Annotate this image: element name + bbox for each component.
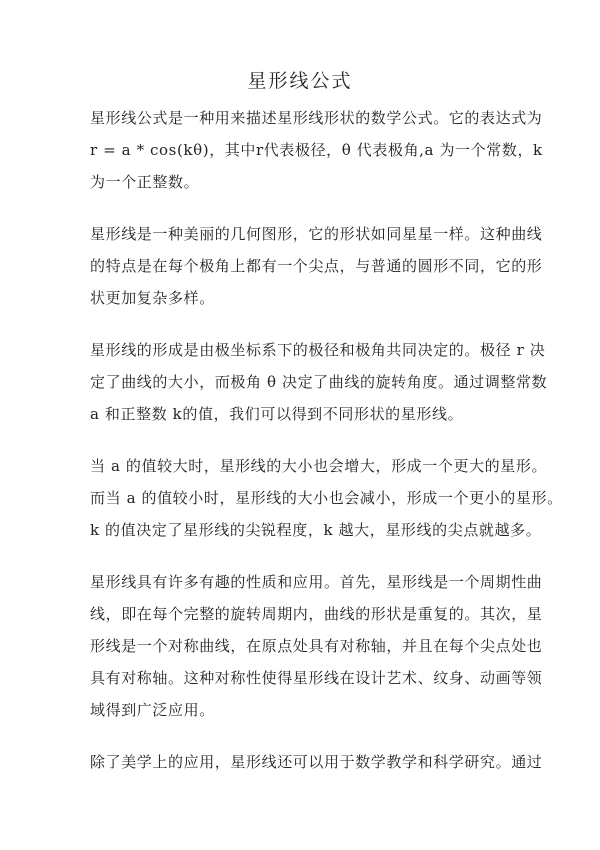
paragraph [90, 218, 543, 314]
paragraph-line: 星形线是一种美丽的几何图形，它的形状如同星星一样。这种曲线 [90, 225, 543, 243]
paragraph-line: 线，即在每个完整的旋转周期内，曲线的形状是重复的。其次，星 [90, 605, 543, 623]
paragraph-line: k 的值决定了星形线的尖锐程度，k 越大，星形线的尖点就越多。 [90, 521, 542, 539]
paragraph-line: r = a * cos(kθ)，其中r代表极径，θ 代表极角,a 为一个常数，k [90, 141, 543, 159]
document-title: 星形线公式 [247, 70, 353, 92]
paragraph-line: 定了曲线的大小，而极角 θ 决定了曲线的旋转角度。通过调整常数 [90, 373, 548, 391]
paragraph [90, 746, 543, 778]
paragraph-line: 域得到广泛应用。 [90, 701, 215, 719]
paragraph-line: 具有对称轴。这种对称性使得星形线在设计艺术、纹身、动画等领 [90, 669, 543, 687]
paragraph-line: a 和正整数 k的值，我们可以得到不同形状的星形线。 [90, 405, 464, 423]
paragraph-line: 星形线公式是一种用来描述星形线形状的数学公式。它的表达式为 [90, 109, 543, 127]
paragraph-line: 的特点是在每个极角上都有一个尖点，与普通的圆形不同，它的形 [90, 257, 543, 275]
paragraph-line: 当 a 的值较大时，星形线的大小也会增大，形成一个更大的星形。 [90, 457, 548, 475]
paragraph-line: 星形线具有许多有趣的性质和应用。首先，星形线是一个周期性曲 [90, 573, 543, 591]
paragraph-line: 形线是一个对称曲线，在原点处具有对称轴，并且在每个尖点处也 [90, 637, 543, 655]
paragraph-line: 除了美学上的应用，星形线还可以用于数学教学和科学研究。通过 [90, 753, 543, 771]
paragraph-line: 而当 a 的值较小时，星形线的大小也会减小，形成一个更小的星形。 [90, 489, 563, 507]
paragraph [90, 334, 548, 430]
paragraph [90, 102, 543, 198]
document-body [90, 102, 563, 798]
paragraph-line: 星形线的形成是由极坐标系下的极径和极角共同决定的。极径 r 决 [90, 341, 546, 359]
paragraph [90, 566, 543, 726]
paragraph [90, 450, 563, 546]
paragraph-line: 状更加复杂多样。 [90, 289, 215, 307]
paragraph-line: 为一个正整数。 [90, 173, 200, 191]
